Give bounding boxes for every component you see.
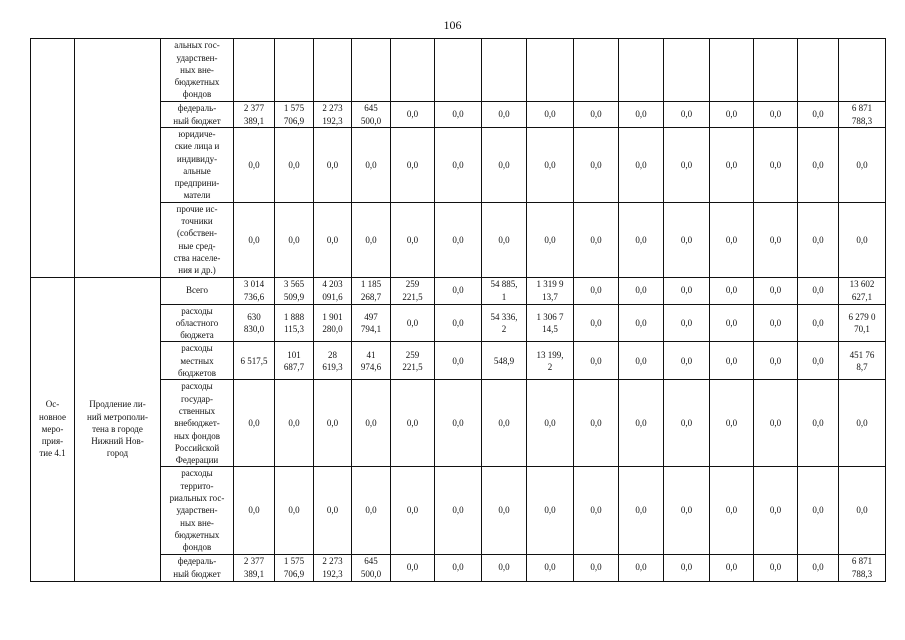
value-cell: 0,0 bbox=[664, 304, 710, 342]
value-cell: 0,0 bbox=[798, 128, 839, 203]
value-cell: 0,0 bbox=[710, 380, 754, 467]
source-cell: прочие ис- точники (собствен- ные сред- ства населе- ния и др.) bbox=[161, 202, 234, 277]
value-cell: 0,0 bbox=[435, 102, 482, 128]
value-cell: 0,0 bbox=[574, 304, 619, 342]
value-cell: 0,0 bbox=[798, 342, 839, 380]
value-cell: 0,0 bbox=[391, 554, 435, 581]
value-cell: 0,0 bbox=[275, 467, 314, 554]
value-cell: 0,0 bbox=[754, 380, 798, 467]
value-cell: 1 901 280,0 bbox=[314, 304, 352, 342]
value-cell: 0,0 bbox=[839, 202, 886, 277]
value-cell: 54 885, 1 bbox=[482, 277, 527, 304]
value-cell: 0,0 bbox=[574, 202, 619, 277]
value-cell bbox=[482, 39, 527, 102]
value-cell: 41 974,6 bbox=[352, 342, 391, 380]
value-cell: 0,0 bbox=[435, 202, 482, 277]
value-cell: 0,0 bbox=[754, 304, 798, 342]
value-cell: 0,0 bbox=[391, 102, 435, 128]
value-cell: 0,0 bbox=[352, 128, 391, 203]
value-cell bbox=[314, 39, 352, 102]
value-cell: 0,0 bbox=[482, 128, 527, 203]
value-cell: 0,0 bbox=[664, 467, 710, 554]
value-cell: 2 377 389,1 bbox=[234, 554, 275, 581]
value-cell: 0,0 bbox=[619, 467, 664, 554]
value-cell: 0,0 bbox=[664, 202, 710, 277]
value-cell: 645 500,0 bbox=[352, 554, 391, 581]
value-cell: 0,0 bbox=[234, 467, 275, 554]
value-cell bbox=[664, 39, 710, 102]
value-cell: 0,0 bbox=[710, 304, 754, 342]
value-cell bbox=[352, 39, 391, 102]
value-cell: 0,0 bbox=[574, 342, 619, 380]
table-row bbox=[31, 39, 886, 102]
value-cell: 0,0 bbox=[527, 128, 574, 203]
value-cell: 0,0 bbox=[435, 467, 482, 554]
value-cell: 0,0 bbox=[798, 304, 839, 342]
value-cell: 3 565 509,9 bbox=[275, 277, 314, 304]
value-cell: 0,0 bbox=[435, 554, 482, 581]
value-cell: 13 602 627,1 bbox=[839, 277, 886, 304]
value-cell: 0,0 bbox=[482, 202, 527, 277]
value-cell: 0,0 bbox=[234, 202, 275, 277]
value-cell: 0,0 bbox=[664, 380, 710, 467]
value-cell: 0,0 bbox=[710, 467, 754, 554]
source-cell: расходы местных бюджетов bbox=[161, 342, 234, 380]
value-cell: 0,0 bbox=[482, 554, 527, 581]
value-cell: 0,0 bbox=[527, 202, 574, 277]
value-cell: 1 319 9 13,7 bbox=[527, 277, 574, 304]
value-cell: 259 221,5 bbox=[391, 277, 435, 304]
value-cell: 0,0 bbox=[664, 128, 710, 203]
source-cell: расходы областного бюджета bbox=[161, 304, 234, 342]
value-cell: 4 203 091,6 bbox=[314, 277, 352, 304]
value-cell: 0,0 bbox=[435, 277, 482, 304]
value-cell: 28 619,3 bbox=[314, 342, 352, 380]
value-cell bbox=[527, 39, 574, 102]
value-cell: 0,0 bbox=[352, 202, 391, 277]
value-cell: 0,0 bbox=[391, 467, 435, 554]
value-cell: 13 199, 2 bbox=[527, 342, 574, 380]
value-cell: 6 279 0 70,1 bbox=[839, 304, 886, 342]
value-cell: 0,0 bbox=[435, 128, 482, 203]
source-cell: федераль- ный бюджет bbox=[161, 102, 234, 128]
value-cell: 6 517,5 bbox=[234, 342, 275, 380]
value-cell: 0,0 bbox=[754, 128, 798, 203]
value-cell: 2 273 192,3 bbox=[314, 554, 352, 581]
value-cell: 1 185 268,7 bbox=[352, 277, 391, 304]
value-cell: 0,0 bbox=[798, 467, 839, 554]
value-cell: 0,0 bbox=[754, 554, 798, 581]
value-cell bbox=[234, 39, 275, 102]
value-cell: 0,0 bbox=[527, 102, 574, 128]
measure-cell bbox=[31, 39, 75, 278]
value-cell: 0,0 bbox=[619, 304, 664, 342]
value-cell: 451 76 8,7 bbox=[839, 342, 886, 380]
value-cell: 1 575 706,9 bbox=[275, 102, 314, 128]
value-cell: 0,0 bbox=[710, 277, 754, 304]
value-cell: 0,0 bbox=[710, 554, 754, 581]
table-body bbox=[31, 39, 886, 582]
value-cell: 0,0 bbox=[798, 554, 839, 581]
value-cell: 0,0 bbox=[574, 467, 619, 554]
value-cell: 101 687,7 bbox=[275, 342, 314, 380]
value-cell: 0,0 bbox=[391, 128, 435, 203]
value-cell: 0,0 bbox=[710, 342, 754, 380]
value-cell: 0,0 bbox=[798, 380, 839, 467]
value-cell bbox=[391, 39, 435, 102]
value-cell: 0,0 bbox=[314, 128, 352, 203]
value-cell: 0,0 bbox=[234, 128, 275, 203]
value-cell: 0,0 bbox=[619, 102, 664, 128]
value-cell: 0,0 bbox=[710, 102, 754, 128]
value-cell: 0,0 bbox=[435, 304, 482, 342]
value-cell: 0,0 bbox=[664, 102, 710, 128]
value-cell: 0,0 bbox=[664, 554, 710, 581]
value-cell: 0,0 bbox=[754, 277, 798, 304]
value-cell: 0,0 bbox=[574, 128, 619, 203]
value-cell: 6 871 788,3 bbox=[839, 554, 886, 581]
value-cell bbox=[574, 39, 619, 102]
value-cell: 0,0 bbox=[314, 467, 352, 554]
value-cell: 0,0 bbox=[527, 467, 574, 554]
value-cell: 0,0 bbox=[482, 102, 527, 128]
value-cell: 0,0 bbox=[664, 342, 710, 380]
value-cell: 0,0 bbox=[435, 342, 482, 380]
value-cell bbox=[275, 39, 314, 102]
source-cell: федераль- ный бюджет bbox=[161, 554, 234, 581]
value-cell: 0,0 bbox=[435, 380, 482, 467]
value-cell: 0,0 bbox=[352, 467, 391, 554]
value-cell: 548,9 bbox=[482, 342, 527, 380]
value-cell: 0,0 bbox=[352, 380, 391, 467]
value-cell: 0,0 bbox=[754, 467, 798, 554]
source-cell: альных гос- ударствен- ных вне- бюджетных фондов bbox=[161, 39, 234, 102]
value-cell: 0,0 bbox=[527, 380, 574, 467]
value-cell bbox=[754, 39, 798, 102]
value-cell: 0,0 bbox=[482, 380, 527, 467]
measure-cell: Ос- новное меро- прия- тие 4.1 bbox=[31, 277, 75, 581]
value-cell: 0,0 bbox=[619, 554, 664, 581]
value-cell: 0,0 bbox=[754, 342, 798, 380]
funding-table bbox=[30, 38, 886, 582]
value-cell: 0,0 bbox=[234, 380, 275, 467]
value-cell: 0,0 bbox=[710, 202, 754, 277]
value-cell: 0,0 bbox=[619, 380, 664, 467]
value-cell: 0,0 bbox=[619, 277, 664, 304]
value-cell: 0,0 bbox=[275, 128, 314, 203]
value-cell: 630 830,0 bbox=[234, 304, 275, 342]
value-cell: 0,0 bbox=[798, 102, 839, 128]
value-cell: 2 377 389,1 bbox=[234, 102, 275, 128]
value-cell: 0,0 bbox=[664, 277, 710, 304]
value-cell: 0,0 bbox=[314, 380, 352, 467]
value-cell: 0,0 bbox=[391, 304, 435, 342]
value-cell: 0,0 bbox=[839, 380, 886, 467]
source-cell: расходы террито- риальных гос- ударствен- ных вне- бюджетных фондов bbox=[161, 467, 234, 554]
value-cell bbox=[619, 39, 664, 102]
value-cell: 0,0 bbox=[314, 202, 352, 277]
source-cell: расходы государ- ственных внебюджет- ных фондов Российской Федерации bbox=[161, 380, 234, 467]
source-cell: Всего bbox=[161, 277, 234, 304]
value-cell: 0,0 bbox=[574, 102, 619, 128]
value-cell bbox=[435, 39, 482, 102]
value-cell: 3 014 736,6 bbox=[234, 277, 275, 304]
value-cell: 0,0 bbox=[754, 202, 798, 277]
value-cell: 0,0 bbox=[710, 128, 754, 203]
value-cell: 0,0 bbox=[619, 128, 664, 203]
value-cell: 0,0 bbox=[527, 554, 574, 581]
value-cell: 0,0 bbox=[391, 380, 435, 467]
value-cell: 497 794,1 bbox=[352, 304, 391, 342]
value-cell bbox=[839, 39, 886, 102]
value-cell bbox=[710, 39, 754, 102]
name-cell bbox=[75, 39, 161, 278]
value-cell bbox=[798, 39, 839, 102]
value-cell: 0,0 bbox=[839, 467, 886, 554]
source-cell: юридиче- ские лица и индивиду- альные предприни- матели bbox=[161, 128, 234, 203]
value-cell: 1 306 7 14,5 bbox=[527, 304, 574, 342]
table-row bbox=[31, 277, 886, 304]
value-cell: 0,0 bbox=[619, 202, 664, 277]
value-cell: 0,0 bbox=[839, 128, 886, 203]
value-cell: 0,0 bbox=[619, 342, 664, 380]
value-cell: 0,0 bbox=[275, 202, 314, 277]
value-cell: 0,0 bbox=[275, 380, 314, 467]
value-cell: 259 221,5 bbox=[391, 342, 435, 380]
value-cell: 0,0 bbox=[574, 380, 619, 467]
name-cell: Продление ли- ний метрополи- тена в городе Нижний Нов- город bbox=[75, 277, 161, 581]
value-cell: 6 871 788,3 bbox=[839, 102, 886, 128]
page-number: 106 bbox=[443, 18, 462, 32]
value-cell: 1 888 115,3 bbox=[275, 304, 314, 342]
value-cell: 0,0 bbox=[574, 554, 619, 581]
value-cell: 2 273 192,3 bbox=[314, 102, 352, 128]
value-cell: 0,0 bbox=[754, 102, 798, 128]
value-cell: 0,0 bbox=[798, 277, 839, 304]
value-cell: 54 336, 2 bbox=[482, 304, 527, 342]
value-cell: 0,0 bbox=[798, 202, 839, 277]
value-cell: 645 500,0 bbox=[352, 102, 391, 128]
value-cell: 0,0 bbox=[391, 202, 435, 277]
value-cell: 0,0 bbox=[574, 277, 619, 304]
value-cell: 0,0 bbox=[482, 467, 527, 554]
value-cell: 1 575 706,9 bbox=[275, 554, 314, 581]
